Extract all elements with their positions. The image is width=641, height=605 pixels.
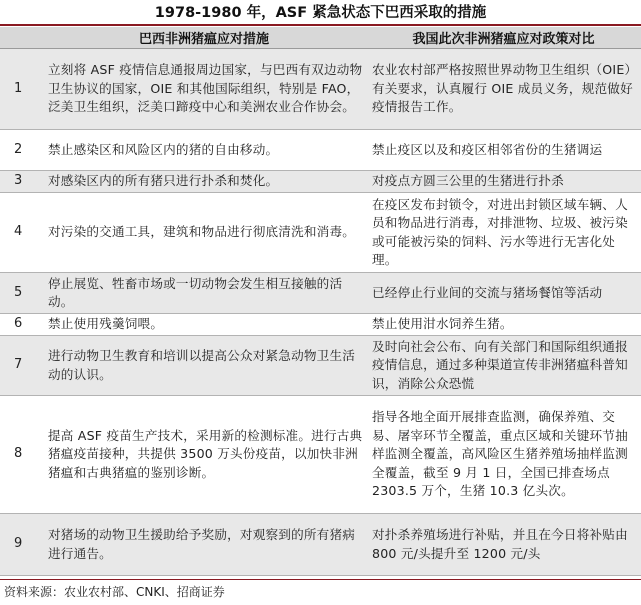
table-row	[0, 193, 641, 273]
brazil-measure: 对感染区内的所有猪只进行扑杀和焚化。	[42, 171, 366, 193]
table-title: 1978-1980 年，ASF 紧急状态下巴西采取的措施	[0, 0, 641, 26]
brazil-measure: 对污染的交通工具，建筑和物品进行彻底清洗和消毒。	[42, 193, 366, 273]
source-note: 资料来源：农业农村部、CNKI、招商证券	[4, 585, 225, 599]
header-brazil: 巴西非洲猪瘟应对措施	[42, 27, 366, 49]
china-policy: 农业农村部严格按照世界动物卫生组织（OIE）有关要求，认真履行 OIE 成员义务，规范做好疫情报告工作。	[366, 49, 641, 130]
brazil-measure: 提高 ASF 疫苗生产技术，采用新的检测标准。进行古典猪瘟疫苗接种，共提供 3500 万头份疫苗，以加快非洲猪瘟和古典猪瘟的鉴别诊断。	[42, 396, 366, 514]
brazil-measure: 进行动物卫生教育和培训以提高公众对紧急动物卫生活动的认识。	[42, 336, 366, 396]
brazil-measure: 禁止使用残羹饲喂。	[42, 314, 366, 336]
table-row	[0, 314, 641, 336]
row-number: 8	[0, 396, 42, 514]
china-policy: 在疫区发布封锁令，对进出封锁区域车辆、人员和物品进行消毒，对排泄物、垃圾、被污染或可能被污染的饲料、污水等进行无害化处理。	[366, 193, 641, 273]
brazil-measure: 禁止感染区和风险区内的猪的自由移动。	[42, 130, 366, 171]
china-policy: 对扑杀养殖场进行补贴，并且在今日将补贴由 800 元/头提升至 1200 元/头	[366, 514, 641, 576]
row-number: 1	[0, 49, 42, 130]
table-row	[0, 273, 641, 314]
header-row	[0, 27, 641, 49]
row-number: 9	[0, 514, 42, 576]
row-number: 3	[0, 171, 42, 193]
row-number: 4	[0, 193, 42, 273]
table-row	[0, 514, 641, 576]
china-policy: 已经停止行业间的交流与猪场餐馆等活动	[366, 273, 641, 314]
china-policy: 指导各地全面开展排查监测，确保养殖、交易、屠宰环节全覆盖，重点区域和关键环节抽样监测全覆盖，高风险区生猪养殖场抽样监测全覆盖，截至 9 月 1 日，全国已排查场点 2303.5 万个，生猪 10.3 亿头次。	[366, 396, 641, 514]
header-china: 我国此次非洲猪瘟应对政策对比	[366, 27, 641, 49]
china-policy: 禁止使用泔水饲养生猪。	[366, 314, 641, 336]
brazil-measure: 立刻将 ASF 疫情信息通报周边国家，与巴西有双边动物卫生协议的国家，OIE 和其他国际组织，特别是 FAO，泛美卫生组织，泛美口蹄疫中心和美洲农业合作协会。	[42, 49, 366, 130]
table-row	[0, 130, 641, 171]
row-number: 6	[0, 314, 42, 336]
brazil-measure: 停止展览、牲畜市场或一切动物会发生相互接触的活动。	[42, 273, 366, 314]
table-row	[0, 396, 641, 514]
comparison-table	[0, 27, 641, 576]
bottom-rule	[0, 579, 641, 580]
row-number: 5	[0, 273, 42, 314]
row-number: 2	[0, 130, 42, 171]
brazil-measure: 对猪场的动物卫生援助给予奖励，对观察到的所有猪病进行通告。	[42, 514, 366, 576]
header-num	[0, 27, 42, 49]
row-number: 7	[0, 336, 42, 396]
china-policy: 对疫点方圆三公里的生猪进行扑杀	[366, 171, 641, 193]
table-row	[0, 171, 641, 193]
table-row	[0, 336, 641, 396]
table-row	[0, 49, 641, 130]
china-policy: 禁止疫区以及和疫区相邻省份的生猪调运	[366, 130, 641, 171]
china-policy: 及时向社会公布、向有关部门和国际组织通报疫情信息，通过多种渠道宣传非洲猪瘟科普知识，消除公众恐慌	[366, 336, 641, 396]
